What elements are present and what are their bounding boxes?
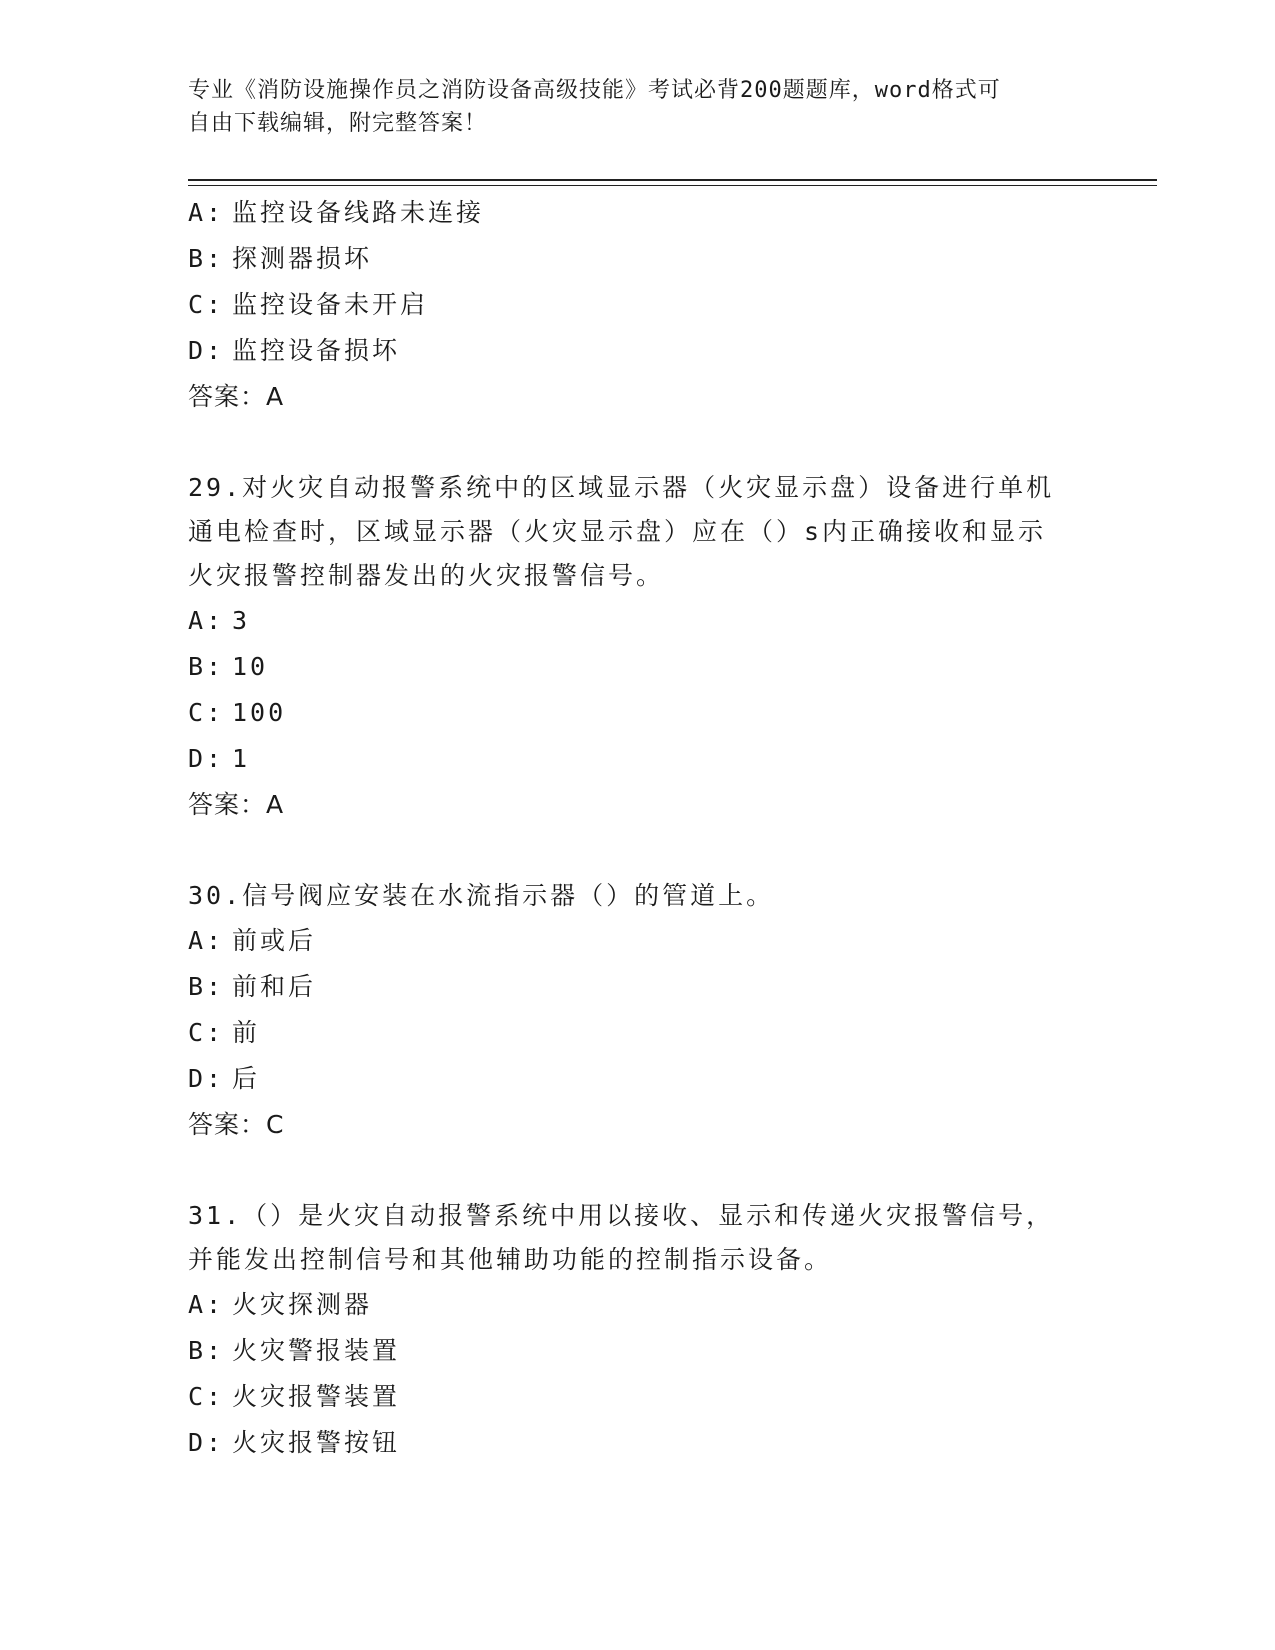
spacer — [188, 420, 1088, 466]
question-text-line: 30.信号阀应安装在水流指示器（）的管道上。 — [188, 881, 775, 910]
header-title-line-2: 自由下载编辑，附完整答案！ — [188, 111, 488, 136]
option-b: B: 探测器损坏 — [188, 244, 373, 273]
option-a: A: 监控设备线路未连接 — [188, 198, 485, 227]
option-a: A: 火灾探测器 — [188, 1290, 373, 1319]
question-30 — [188, 874, 1088, 1148]
option-c: C: 前 — [188, 1018, 261, 1047]
option-c: C: 100 — [188, 698, 287, 727]
option-c: C: 监控设备未开启 — [188, 290, 429, 319]
option-d: D: 1 — [188, 744, 251, 773]
option-b: B: 前和后 — [188, 972, 317, 1001]
question-29 — [188, 466, 1088, 828]
spacer — [188, 1148, 1088, 1194]
option-c: C: 火灾报警装置 — [188, 1382, 401, 1411]
question-text-line: 通电检查时，区域显示器（火灾显示盘）应在（）s内正确接收和显示 — [188, 517, 1047, 546]
option-a: A: 前或后 — [188, 926, 317, 955]
option-d: D: 监控设备损坏 — [188, 336, 401, 365]
question-text-line: 火灾报警控制器发出的火灾报警信号。 — [188, 561, 665, 590]
header-divider-thin — [188, 185, 1157, 186]
question-list — [188, 190, 1088, 1466]
option-b: B: 10 — [188, 652, 269, 681]
header-title-line-1: 专业《消防设施操作员之消防设备高级技能》考试必背200题题库，word格式可 — [188, 78, 1001, 103]
option-b: B: 火灾警报装置 — [188, 1336, 401, 1365]
question-text-line: 并能发出控制信号和其他辅助功能的控制指示设备。 — [188, 1245, 833, 1274]
answer: 答案：A — [188, 790, 285, 819]
question-text-line: 29.对火灾自动报警系统中的区域显示器（火灾显示盘）设备进行单机 — [188, 473, 1055, 502]
header-divider — [188, 179, 1157, 181]
answer: 答案：C — [188, 1110, 285, 1139]
document-header — [188, 74, 1088, 140]
spacer — [188, 828, 1088, 874]
question-28 — [188, 190, 1088, 420]
option-d: D: 火灾报警按钮 — [188, 1428, 401, 1457]
answer: 答案：A — [188, 382, 285, 411]
option-a: A: 3 — [188, 606, 251, 635]
question-31 — [188, 1194, 1088, 1466]
option-d: D: 后 — [188, 1064, 261, 1093]
question-text-line: 31.（）是火灾自动报警系统中用以接收、显示和传递火灾报警信号， — [188, 1201, 1055, 1230]
